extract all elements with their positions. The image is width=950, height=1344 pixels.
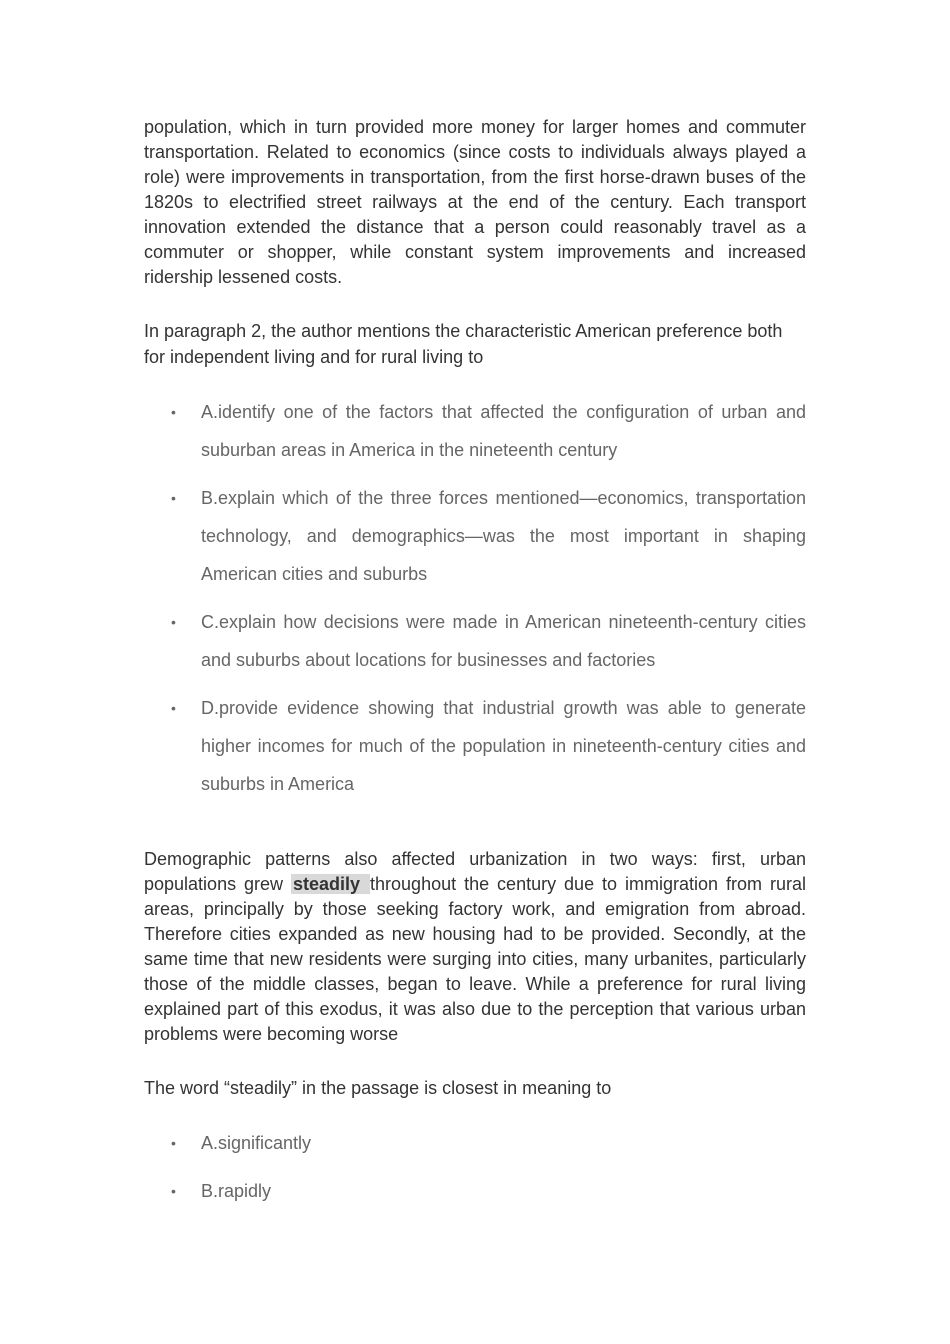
bullet-icon: • [171, 404, 176, 420]
option-1b[interactable] [144, 479, 806, 593]
passage-paragraph-1: population, which in turn provided more money for larger homes and commuter transportation. Related to economics (since costs to individuals always played a role) were improvements in transportation, from the first horse-drawn buses of the 1820s to electrified street railways at the end of the century. Each transport innovation extended the distance that a person could reasonably travel as a commuter or shopper, while constant system improvements and increased ridership lessened costs. [144, 117, 806, 287]
highlighted-word: steadily [293, 874, 369, 894]
bullet-icon: • [171, 490, 176, 506]
passage-paragraph-2 [144, 847, 806, 1047]
bullet-icon: • [171, 1183, 176, 1199]
option-text: A.identify one of the factors that affected the configuration of urban and suburban areas in America in the nineteenth century [201, 402, 806, 460]
options-list-1 [144, 393, 806, 803]
bullet-icon: • [171, 1135, 176, 1151]
question-2: The word “steadily” in the passage is closest in meaning to [144, 1078, 612, 1098]
option-text: B.explain which of the three forces mentioned—economics, transportation technology, and demographics—was the most important in shaping American cities and suburbs [201, 488, 806, 584]
option-text: D.provide evidence showing that industrial growth was able to generate higher incomes for much of the population in nineteenth-century cities and suburbs in America [201, 698, 806, 794]
option-text: B.rapidly [201, 1181, 272, 1201]
option-2a[interactable] [144, 1124, 806, 1162]
option-text: C.explain how decisions were made in American nineteenth-century cities and suburbs about locations for businesses and factories [201, 612, 806, 670]
option-1c[interactable] [144, 603, 806, 679]
question-1: In paragraph 2, the author mentions the characteristic American preference both for independent living and for rural living to [144, 321, 783, 367]
passage-text: Demographic patterns also affected urbanization in two ways: first, urban populations grew [144, 849, 806, 894]
bullet-icon: • [171, 614, 176, 630]
document-page [144, 115, 806, 1220]
passage-text: throughout the century due to immigration from rural areas, principally by those seeking factory work, and emigration from abroad. Therefore cities expanded as new housing had to be provided. Secondly, at the same time that new residents were surging into cities, many urbanites, particularly those of the middle classes, began to leave. While a preference for rural living explained part of this exodus, it was also due to the perception that various urban problems were becoming worse [144, 874, 806, 1044]
option-1d[interactable] [144, 689, 806, 803]
bullet-icon: • [171, 700, 176, 716]
option-text: A.significantly [201, 1133, 312, 1153]
options-list-2 [144, 1124, 806, 1210]
option-1a[interactable] [144, 393, 806, 469]
option-2b[interactable] [144, 1172, 806, 1210]
